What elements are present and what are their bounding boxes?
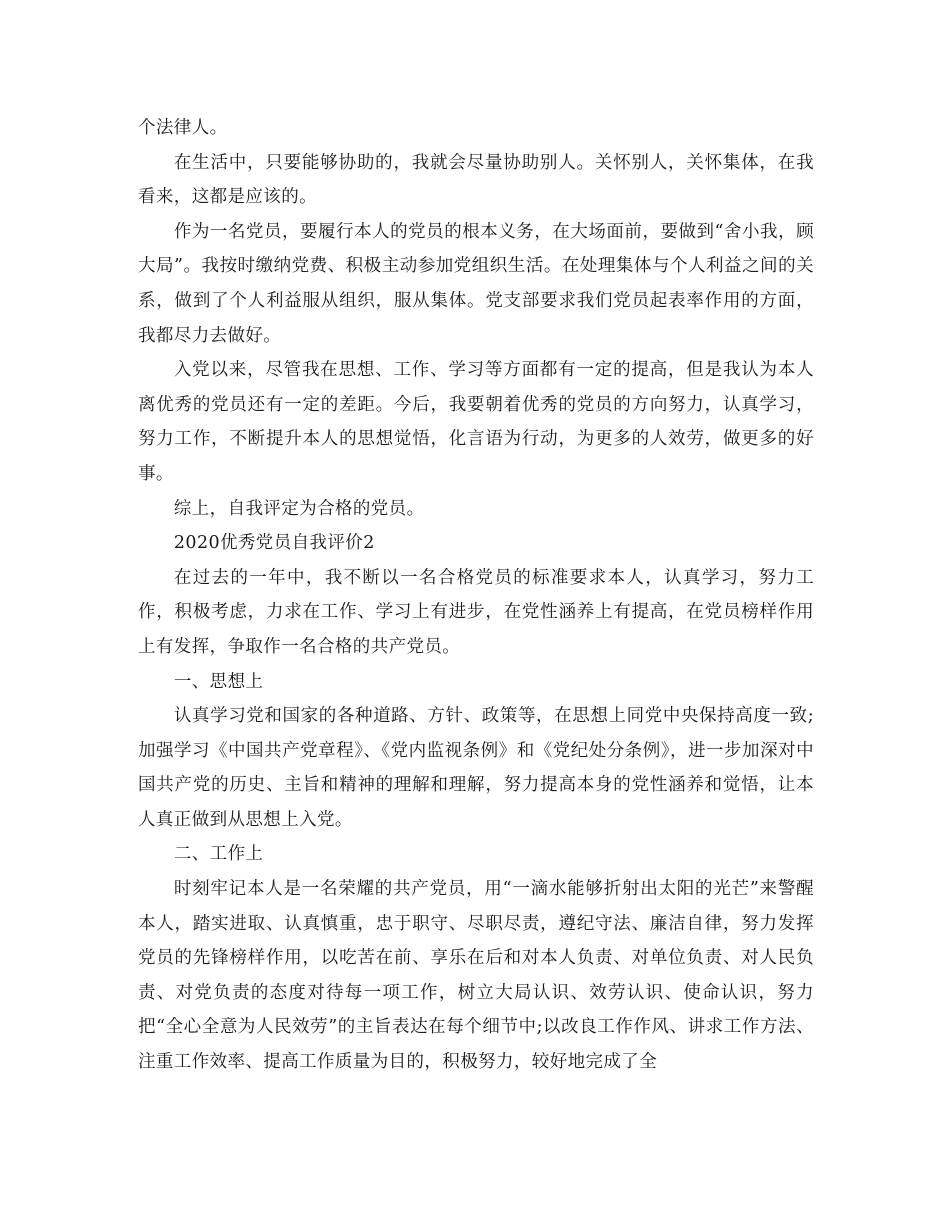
paragraph-past-year: 在过去的一年中，我不断以一名合格党员的标准要求本人，认真学习，努力工作，积极考虑，力求在工作、学习上有进步，在党性涵养上有提高，在党员榜样作用上有发挥，争取作一名合格的共产党员。 — [138, 567, 814, 657]
section-heading-work: 二、工作上 — [173, 844, 264, 865]
section-title: 2020优秀党员自我评价2 — [173, 533, 375, 554]
paragraph-thought: 认真学习党和国家的各种道路、方针、政策等，在思想上同党中央保持高度一致;加强学习《中国共产党章程》、《党内监视条例》和《党纪处分条例》，进一步加深对中国共产党的历史、主旨和精神的理解和理解，努力提高本身的党性涵养和觉悟，让本人真正做到从思想上入党。 — [138, 706, 814, 830]
paragraph-continuation: 个法律人。 — [138, 118, 228, 138]
paragraph-party-duty: 作为一名党员，要履行本人的党员的根本义务，在大场面前，要做到“舍小我，顾大局”。我按时缴纳党费、积极主动参加党组织生活。在处理集体与个人利益之间的关系，做到了个人利益服从组织，服从集体。党支部要求我们党员起表率作用的方面，我都尽力去做好。 — [138, 221, 814, 346]
paragraph-helping-others: 在生活中，只要能够协助的，我就会尽量协助别人。关怀别人，关怀集体，在我看来，这都是应该的。 — [138, 152, 814, 208]
paragraph-since-joining: 入党以来，尽管我在思想、工作、学习等方面都有一定的提高，但是我认为本人离优秀的党员还有一定的差距。今后，我要朝着优秀的党员的方向努力，认真学习，努力工作，不断提升本人的思想觉悟，化言语为行动，为更多的人效劳，做更多的好事。 — [138, 360, 814, 484]
document-page — [138, 111, 814, 1080]
paragraph-work: 时刻牢记本人是一名荣耀的共产党员，用“一滴水能够折射出太阳的光芒”来警醒本人，踏实进取、认真慎重，忠于职守、尽职尽责，遵纪守法、廉洁自律，努力发挥党员的先锋榜样作用，以吃苦在前、享乐在后和对本人负责、对单位负责、对人民负责、对党负责的态度对待每一项工作，树立大局认识、效劳认识、使命认识，努力把“全心全意为人民效劳”的主旨表达在每个细节中;以改良工作作风、讲求工作方法、注重工作效率、提高工作质量为目的，积极努力，较好地完成了全 — [138, 879, 814, 1073]
section-heading-thought: 一、思想上 — [173, 671, 264, 692]
paragraph-conclusion: 综上，自我评定为合格的党员。 — [173, 498, 425, 519]
